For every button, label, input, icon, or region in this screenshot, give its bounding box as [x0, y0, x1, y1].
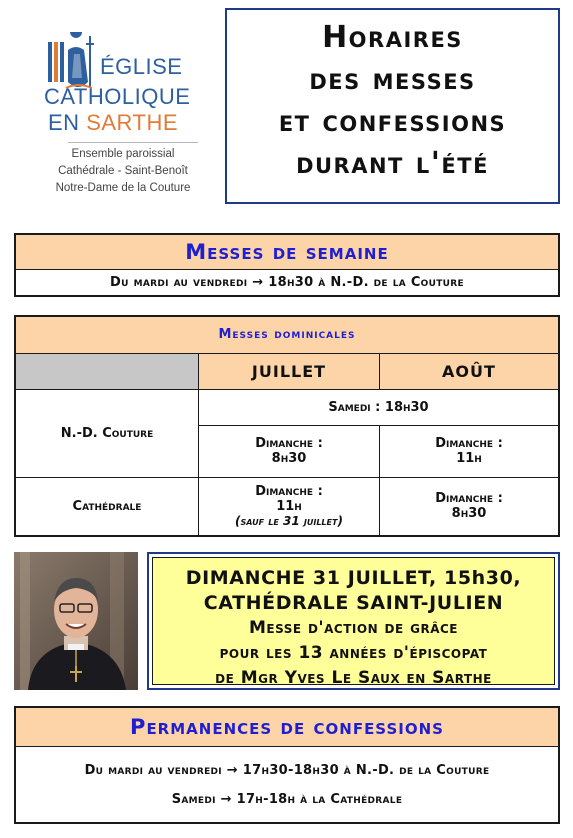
weekday-masses-box: [14, 233, 560, 297]
sunday-masses-box: [14, 315, 560, 537]
special-event-place: CATHÉDRALE SAINT-JULIEN: [203, 592, 504, 614]
title-line-1: Horaires: [322, 20, 463, 55]
title-line-4: durant l'été: [296, 146, 489, 181]
logo-text-en-sarthe: [48, 110, 178, 136]
confessions-heading: Permanences de confessions: [16, 708, 558, 747]
weekday-masses-schedule: Du mardi au vendredi → 18h30 à N.-D. de la Couture: [110, 275, 464, 290]
logo-text-en: EN: [48, 110, 87, 135]
confessions-saturday: Samedi → 17h-18h à la Cathédrale: [171, 792, 403, 807]
confessions-box: [14, 706, 560, 824]
saturday-mass-cell: Samedi : 18h30: [199, 389, 559, 425]
column-juillet: JUILLET: [199, 353, 380, 389]
cell-day: Dimanche :: [255, 484, 323, 500]
special-event-date: DIMANCHE 31 JUILLET, 15h30,: [185, 567, 522, 589]
logo-text-sarthe: SARTHE: [86, 110, 179, 135]
special-event-box: [147, 552, 560, 690]
sunday-masses-heading: Messes dominicales: [16, 317, 558, 353]
cell-time: 8h30: [451, 506, 487, 522]
table-corner-cell: [16, 353, 199, 389]
title-line-3: et confessions: [278, 104, 507, 139]
logo-text-eglise: ÉGLISE: [100, 54, 183, 79]
special-event-line-3: Messe d'action de grâce: [248, 618, 458, 638]
row-label-nd-couture: N.-D. Couture: [16, 389, 199, 477]
special-event-panel: [152, 557, 555, 688]
cell-day: Dimanche :: [435, 491, 503, 507]
nd-couture-juillet-cell: [199, 425, 380, 477]
confessions-weekday: Du mardi au vendredi → 17h30-18h30 à N.-D. de la Couture: [84, 763, 490, 778]
logo: [38, 18, 208, 203]
logo-text-catholique: CATHOLIQUE: [44, 84, 191, 109]
title-line-2: des messes: [309, 62, 476, 97]
cell-day: Dimanche :: [435, 436, 503, 451]
cell-time: 8h30: [271, 451, 307, 466]
row-label-cathedrale: Cathédrale: [16, 477, 199, 535]
logo-subtitle-3: Notre-Dame de la Couture: [55, 182, 191, 194]
special-event-line-5: de Mgr Yves Le Saux en Sarthe: [215, 668, 492, 688]
logo-subtitle-1: Ensemble paroissial: [71, 148, 175, 160]
special-event-line-4: pour les 13 années d'épiscopat: [219, 643, 488, 663]
cell-time: 11h: [276, 499, 302, 515]
column-aout: AOÛT: [380, 353, 559, 389]
cell-note: (sauf le 31 juillet): [235, 514, 343, 529]
bishop-portrait-image: [14, 552, 138, 690]
logo-divider: [68, 142, 198, 143]
cell-time: 11h: [456, 451, 482, 466]
title-box: [225, 8, 560, 204]
logo-subtitle-2: Cathédrale - Saint-Benoît: [58, 165, 188, 177]
nd-couture-aout-cell: [380, 425, 559, 477]
bishop-photo: [14, 552, 138, 690]
cathedrale-aout-cell: [380, 477, 559, 535]
cathedrale-juillet-cell: [199, 477, 380, 535]
cell-day: Dimanche :: [255, 436, 323, 451]
sunday-masses-table: [16, 317, 558, 535]
weekday-masses-heading: Messes de semaine: [16, 235, 558, 270]
